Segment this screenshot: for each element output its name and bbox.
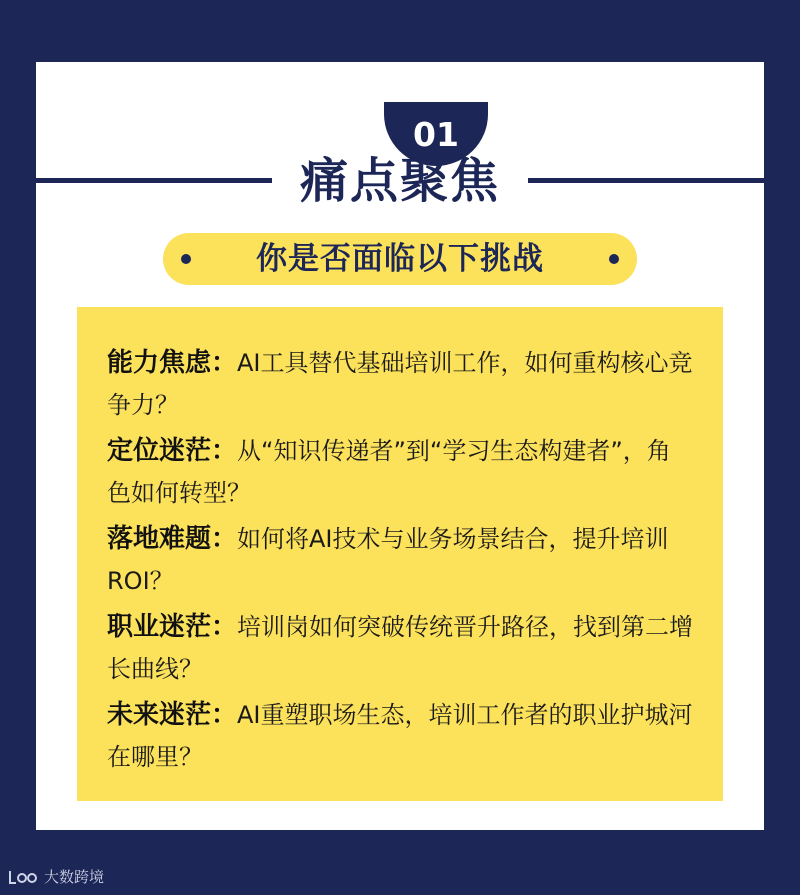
challenge-label: 职业迷茫： [107, 612, 238, 642]
challenge-text: 如何将AI技术与业务场景结合，提升培训ROI？ [107, 525, 669, 595]
challenge-text: AI工具替代基础培训工作，如何重构核心竞争力？ [107, 349, 693, 419]
title-row [0, 148, 800, 214]
challenge-list [107, 342, 693, 778]
challenge-item [107, 694, 693, 778]
subtitle: 你是否面临以下挑战 [256, 241, 544, 277]
logo-text: 大数跨境 [44, 868, 105, 886]
title-divider-right [528, 178, 800, 183]
page-title: 痛点聚焦 [299, 153, 500, 209]
challenge-text: 培训岗如何突破传统晋升路径，找到第二增长曲线？ [107, 613, 693, 683]
section-number: 01 [413, 114, 459, 154]
challenge-text: AI重塑职场生态，培训工作者的职业护城河在哪里？ [107, 701, 693, 771]
logo-icon [8, 868, 38, 886]
pill-dot-right [609, 254, 619, 264]
challenge-label: 能力焦虑： [107, 348, 238, 378]
challenges-panel [77, 307, 723, 801]
footer-logo [8, 866, 104, 887]
challenge-text: 从“知识传递者”到“学习生态构建者”，角色如何转型？ [107, 437, 671, 507]
challenge-item [107, 430, 693, 514]
title-divider-left [0, 178, 272, 183]
challenge-label: 落地难题： [107, 524, 238, 554]
challenge-item [107, 606, 693, 690]
challenge-item [107, 342, 693, 426]
challenge-item [107, 518, 693, 602]
challenge-label: 定位迷茫： [107, 436, 238, 466]
challenge-label: 未来迷茫： [107, 700, 238, 730]
subtitle-pill [163, 233, 637, 285]
pill-dot-left [181, 254, 191, 264]
